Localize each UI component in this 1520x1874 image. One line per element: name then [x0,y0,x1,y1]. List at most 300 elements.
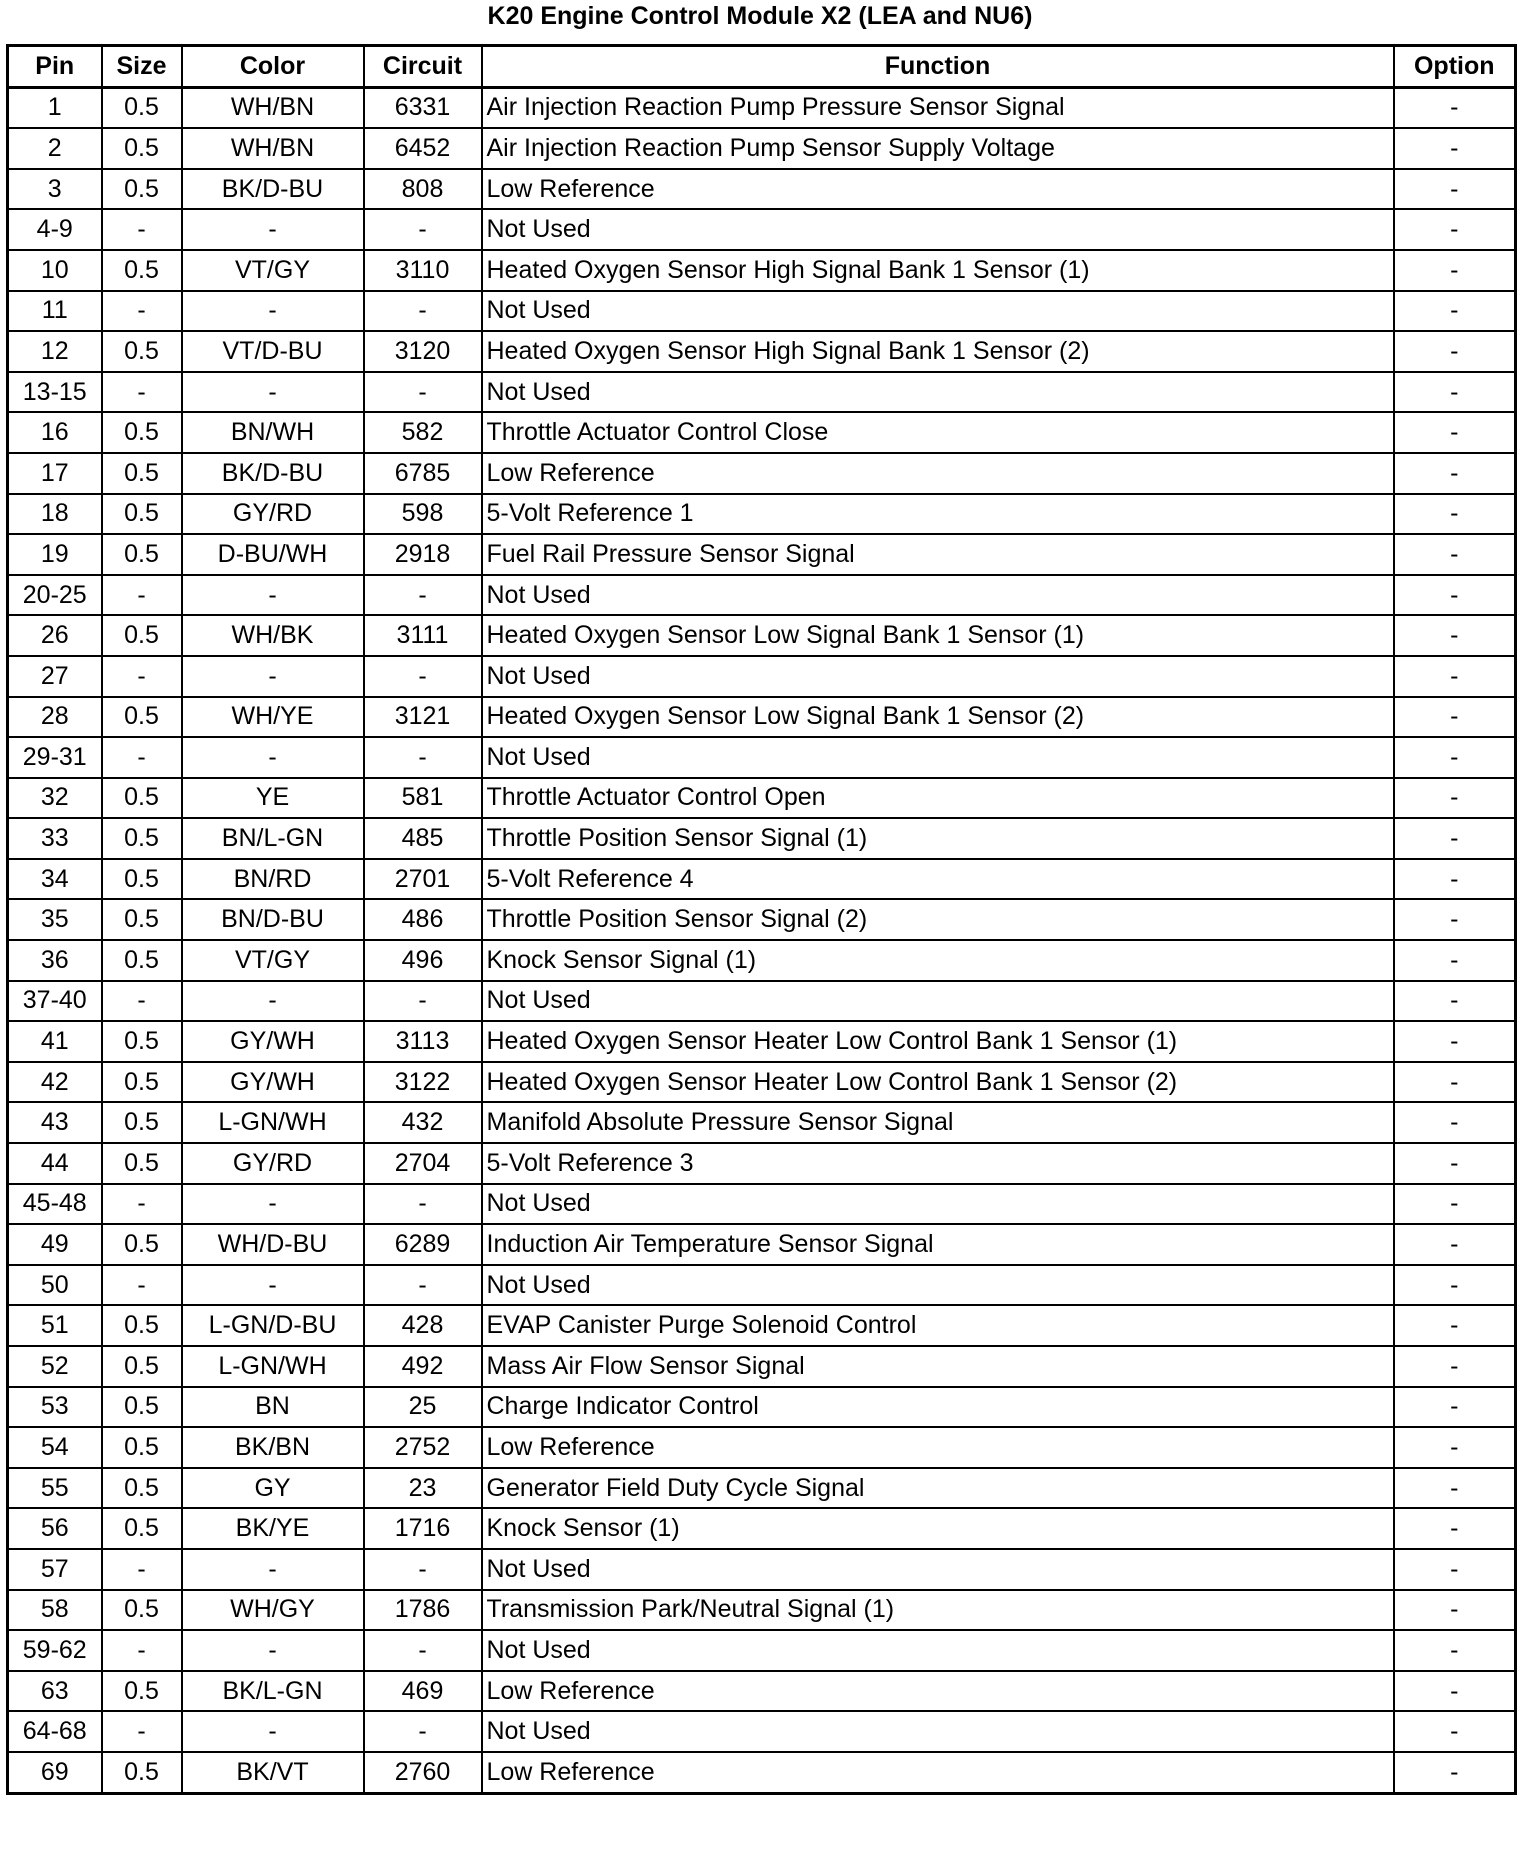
pin-cell: 59-62 [8,1630,102,1671]
option-cell: - [1394,1062,1516,1103]
option-cell: - [1394,697,1516,738]
table-row [8,250,1516,291]
circuit-cell: 1716 [364,1508,482,1549]
circuit-cell: 469 [364,1671,482,1712]
pinout-table [6,44,1517,1795]
color-cell: WH/YE [182,697,364,738]
size-cell: 0.5 [102,494,182,535]
function-cell: Not Used [482,575,1394,616]
function-cell: 5-Volt Reference 3 [482,1143,1394,1184]
function-cell: Manifold Absolute Pressure Sensor Signal [482,1102,1394,1143]
color-cell: GY/RD [182,1143,364,1184]
header-option: Option [1394,46,1516,88]
size-cell: 0.5 [102,1427,182,1468]
function-cell: Knock Sensor (1) [482,1508,1394,1549]
pin-cell: 29-31 [8,737,102,778]
table-row [8,1711,1516,1752]
function-cell: Low Reference [482,1752,1394,1793]
option-cell: - [1394,737,1516,778]
option-cell: - [1394,1671,1516,1712]
option-cell: - [1394,1508,1516,1549]
option-cell: - [1394,1143,1516,1184]
function-cell: Heated Oxygen Sensor Heater Low Control Bank 1 Sensor (2) [482,1062,1394,1103]
circuit-cell: - [364,291,482,332]
size-cell: 0.5 [102,940,182,981]
pin-cell: 53 [8,1387,102,1428]
option-cell: - [1394,1711,1516,1752]
circuit-cell: 582 [364,412,482,453]
size-cell: 0.5 [102,87,182,128]
pin-cell: 43 [8,1102,102,1143]
function-cell: 5-Volt Reference 4 [482,859,1394,900]
size-cell: 0.5 [102,1062,182,1103]
size-cell: 0.5 [102,1752,182,1793]
size-cell: 0.5 [102,453,182,494]
size-cell: 0.5 [102,169,182,210]
pin-cell: 19 [8,534,102,575]
table-row [8,291,1516,332]
pin-cell: 36 [8,940,102,981]
pin-cell: 63 [8,1671,102,1712]
circuit-cell: - [364,372,482,413]
table-row [8,209,1516,250]
table-row [8,859,1516,900]
pin-cell: 3 [8,169,102,210]
circuit-cell: 3120 [364,331,482,372]
function-cell: Not Used [482,1265,1394,1306]
pin-cell: 13-15 [8,372,102,413]
size-cell: 0.5 [102,1468,182,1509]
circuit-cell: 6331 [364,87,482,128]
circuit-cell: 3111 [364,615,482,656]
pin-cell: 69 [8,1752,102,1793]
color-cell: D-BU/WH [182,534,364,575]
color-cell: BN/L-GN [182,818,364,859]
table-row [8,1630,1516,1671]
size-cell: - [102,291,182,332]
color-cell: BK/D-BU [182,169,364,210]
circuit-cell: 6289 [364,1224,482,1265]
function-cell: Induction Air Temperature Sensor Signal [482,1224,1394,1265]
size-cell: 0.5 [102,859,182,900]
table-row [8,1590,1516,1631]
pin-cell: 2 [8,128,102,169]
option-cell: - [1394,250,1516,291]
option-cell: - [1394,615,1516,656]
color-cell: GY/RD [182,494,364,535]
pin-cell: 49 [8,1224,102,1265]
option-cell: - [1394,1184,1516,1225]
option-cell: - [1394,1021,1516,1062]
color-cell: BN [182,1387,364,1428]
table-row [8,1671,1516,1712]
function-cell: Not Used [482,1711,1394,1752]
size-cell: - [102,372,182,413]
header-function: Function [482,46,1394,88]
function-cell: Throttle Actuator Control Close [482,412,1394,453]
circuit-cell: - [364,737,482,778]
color-cell: - [182,656,364,697]
table-row [8,1387,1516,1428]
function-cell: Throttle Position Sensor Signal (2) [482,899,1394,940]
header-size: Size [102,46,182,88]
function-cell: Not Used [482,372,1394,413]
size-cell: 0.5 [102,1224,182,1265]
option-cell: - [1394,981,1516,1022]
option-cell: - [1394,331,1516,372]
option-cell: - [1394,1590,1516,1631]
pin-cell: 37-40 [8,981,102,1022]
function-cell: Low Reference [482,1671,1394,1712]
option-cell: - [1394,778,1516,819]
pin-cell: 44 [8,1143,102,1184]
function-cell: Heated Oxygen Sensor Low Signal Bank 1 Sensor (2) [482,697,1394,738]
table-row [8,1508,1516,1549]
pin-cell: 10 [8,250,102,291]
color-cell: WH/BN [182,128,364,169]
table-row [8,656,1516,697]
table-header-row [8,46,1516,88]
header-circuit: Circuit [364,46,482,88]
function-cell: Low Reference [482,1427,1394,1468]
circuit-cell: - [364,1184,482,1225]
table-row [8,697,1516,738]
circuit-cell: - [364,656,482,697]
function-cell: Not Used [482,981,1394,1022]
color-cell: BK/BN [182,1427,364,1468]
option-cell: - [1394,1387,1516,1428]
color-cell: - [182,1549,364,1590]
color-cell: - [182,575,364,616]
pin-cell: 16 [8,412,102,453]
color-cell: - [182,1711,364,1752]
circuit-cell: - [364,1265,482,1306]
circuit-cell: 496 [364,940,482,981]
table-row [8,981,1516,1022]
table-row [8,1305,1516,1346]
pin-cell: 4-9 [8,209,102,250]
pin-cell: 18 [8,494,102,535]
table-row [8,575,1516,616]
color-cell: WH/BK [182,615,364,656]
circuit-cell: 2918 [364,534,482,575]
option-cell: - [1394,1630,1516,1671]
size-cell: - [102,1711,182,1752]
size-cell: 0.5 [102,1143,182,1184]
table-row [8,940,1516,981]
circuit-cell: 2760 [364,1752,482,1793]
color-cell: YE [182,778,364,819]
table-row [8,87,1516,128]
table-row [8,899,1516,940]
size-cell: 0.5 [102,331,182,372]
circuit-cell: 3122 [364,1062,482,1103]
color-cell: GY/WH [182,1021,364,1062]
pin-cell: 55 [8,1468,102,1509]
circuit-cell: 25 [364,1387,482,1428]
pin-cell: 32 [8,778,102,819]
function-cell: Low Reference [482,169,1394,210]
circuit-cell: 6452 [364,128,482,169]
size-cell: 0.5 [102,1590,182,1631]
function-cell: Fuel Rail Pressure Sensor Signal [482,534,1394,575]
pin-cell: 28 [8,697,102,738]
circuit-cell: 3121 [364,697,482,738]
color-cell: - [182,1184,364,1225]
pin-cell: 34 [8,859,102,900]
pin-cell: 58 [8,1590,102,1631]
table-row [8,778,1516,819]
circuit-cell: - [364,1549,482,1590]
color-cell: GY [182,1468,364,1509]
circuit-cell: 428 [364,1305,482,1346]
option-cell: - [1394,1265,1516,1306]
option-cell: - [1394,575,1516,616]
circuit-cell: 581 [364,778,482,819]
color-cell: WH/D-BU [182,1224,364,1265]
circuit-cell: - [364,1711,482,1752]
circuit-cell: 3113 [364,1021,482,1062]
table-row [8,1021,1516,1062]
color-cell: VT/GY [182,940,364,981]
pin-cell: 27 [8,656,102,697]
size-cell: - [102,981,182,1022]
circuit-cell: 3110 [364,250,482,291]
table-row [8,128,1516,169]
function-cell: Heated Oxygen Sensor High Signal Bank 1 Sensor (1) [482,250,1394,291]
pin-cell: 35 [8,899,102,940]
pin-cell: 11 [8,291,102,332]
size-cell: 0.5 [102,615,182,656]
pin-cell: 20-25 [8,575,102,616]
circuit-cell: 485 [364,818,482,859]
color-cell: WH/BN [182,87,364,128]
color-cell: BK/YE [182,1508,364,1549]
color-cell: BK/VT [182,1752,364,1793]
size-cell: 0.5 [102,250,182,291]
table-row [8,1062,1516,1103]
function-cell: Generator Field Duty Cycle Signal [482,1468,1394,1509]
option-cell: - [1394,1346,1516,1387]
size-cell: 0.5 [102,778,182,819]
pin-cell: 26 [8,615,102,656]
option-cell: - [1394,534,1516,575]
option-cell: - [1394,453,1516,494]
color-cell: BN/WH [182,412,364,453]
table-row [8,453,1516,494]
table-body [8,87,1516,1793]
table-row [8,169,1516,210]
circuit-cell: 598 [364,494,482,535]
option-cell: - [1394,656,1516,697]
option-cell: - [1394,372,1516,413]
function-cell: Transmission Park/Neutral Signal (1) [482,1590,1394,1631]
function-cell: EVAP Canister Purge Solenoid Control [482,1305,1394,1346]
header-pin: Pin [8,46,102,88]
circuit-cell: - [364,209,482,250]
option-cell: - [1394,1468,1516,1509]
size-cell: 0.5 [102,1387,182,1428]
size-cell: 0.5 [102,1508,182,1549]
option-cell: - [1394,87,1516,128]
circuit-cell: 2752 [364,1427,482,1468]
pin-cell: 17 [8,453,102,494]
color-cell: GY/WH [182,1062,364,1103]
circuit-cell: 23 [364,1468,482,1509]
table-row [8,534,1516,575]
table-row [8,615,1516,656]
circuit-cell: 2701 [364,859,482,900]
pin-cell: 12 [8,331,102,372]
color-cell: BN/D-BU [182,899,364,940]
function-cell: Air Injection Reaction Pump Sensor Supply Voltage [482,128,1394,169]
size-cell: - [102,575,182,616]
function-cell: Not Used [482,1630,1394,1671]
size-cell: - [102,656,182,697]
function-cell: 5-Volt Reference 1 [482,494,1394,535]
document-title: K20 Engine Control Module X2 (LEA and NU6) [487,2,1033,30]
table-row [8,412,1516,453]
pin-cell: 56 [8,1508,102,1549]
function-cell: Air Injection Reaction Pump Pressure Sensor Signal [482,87,1394,128]
function-cell: Heated Oxygen Sensor High Signal Bank 1 Sensor (2) [482,331,1394,372]
function-cell: Throttle Actuator Control Open [482,778,1394,819]
circuit-cell: 492 [364,1346,482,1387]
color-cell: VT/GY [182,250,364,291]
size-cell: 0.5 [102,1102,182,1143]
option-cell: - [1394,1752,1516,1793]
table-row [8,1549,1516,1590]
color-cell: BN/RD [182,859,364,900]
circuit-cell: 6785 [364,453,482,494]
pin-cell: 42 [8,1062,102,1103]
option-cell: - [1394,1224,1516,1265]
table-row [8,1346,1516,1387]
function-cell: Knock Sensor Signal (1) [482,940,1394,981]
option-cell: - [1394,1305,1516,1346]
pin-cell: 51 [8,1305,102,1346]
option-cell: - [1394,1102,1516,1143]
color-cell: BK/D-BU [182,453,364,494]
option-cell: - [1394,818,1516,859]
color-cell: VT/D-BU [182,331,364,372]
size-cell: 0.5 [102,899,182,940]
size-cell: - [102,1549,182,1590]
color-cell: L-GN/D-BU [182,1305,364,1346]
size-cell: 0.5 [102,1671,182,1712]
option-cell: - [1394,940,1516,981]
size-cell: 0.5 [102,697,182,738]
table-row [8,737,1516,778]
pin-cell: 45-48 [8,1184,102,1225]
option-cell: - [1394,412,1516,453]
pin-cell: 52 [8,1346,102,1387]
function-cell: Not Used [482,1184,1394,1225]
option-cell: - [1394,291,1516,332]
circuit-cell: 432 [364,1102,482,1143]
function-cell: Low Reference [482,453,1394,494]
color-cell: - [182,291,364,332]
option-cell: - [1394,169,1516,210]
color-cell: WH/GY [182,1590,364,1631]
function-cell: Not Used [482,291,1394,332]
table-row [8,1143,1516,1184]
size-cell: - [102,1630,182,1671]
pin-cell: 33 [8,818,102,859]
pin-cell: 54 [8,1427,102,1468]
size-cell: 0.5 [102,1346,182,1387]
color-cell: - [182,737,364,778]
function-cell: Heated Oxygen Sensor Heater Low Control Bank 1 Sensor (1) [482,1021,1394,1062]
function-cell: Not Used [482,1549,1394,1590]
pin-cell: 1 [8,87,102,128]
size-cell: 0.5 [102,1021,182,1062]
function-cell: Mass Air Flow Sensor Signal [482,1346,1394,1387]
pin-cell: 50 [8,1265,102,1306]
function-cell: Throttle Position Sensor Signal (1) [482,818,1394,859]
option-cell: - [1394,1549,1516,1590]
pin-cell: 41 [8,1021,102,1062]
size-cell: - [102,737,182,778]
color-cell: - [182,981,364,1022]
table-row [8,372,1516,413]
table-row [8,1184,1516,1225]
circuit-cell: 808 [364,169,482,210]
size-cell: - [102,1265,182,1306]
color-cell: L-GN/WH [182,1102,364,1143]
table-row [8,1265,1516,1306]
table-row [8,818,1516,859]
function-cell: Not Used [482,737,1394,778]
size-cell: 0.5 [102,534,182,575]
table-row [8,331,1516,372]
circuit-cell: 486 [364,899,482,940]
function-cell: Not Used [482,209,1394,250]
function-cell: Charge Indicator Control [482,1387,1394,1428]
size-cell: 0.5 [102,818,182,859]
color-cell: BK/L-GN [182,1671,364,1712]
circuit-cell: - [364,575,482,616]
size-cell: 0.5 [102,1305,182,1346]
option-cell: - [1394,1427,1516,1468]
color-cell: - [182,209,364,250]
option-cell: - [1394,859,1516,900]
table-row [8,1427,1516,1468]
function-cell: Heated Oxygen Sensor Low Signal Bank 1 Sensor (1) [482,615,1394,656]
option-cell: - [1394,494,1516,535]
color-cell: - [182,1265,364,1306]
table-row [8,494,1516,535]
color-cell: - [182,1630,364,1671]
table-row [8,1102,1516,1143]
table-row [8,1752,1516,1793]
color-cell: L-GN/WH [182,1346,364,1387]
option-cell: - [1394,899,1516,940]
option-cell: - [1394,209,1516,250]
circuit-cell: 1786 [364,1590,482,1631]
option-cell: - [1394,128,1516,169]
circuit-cell: - [364,981,482,1022]
circuit-cell: - [364,1630,482,1671]
pin-cell: 64-68 [8,1711,102,1752]
size-cell: 0.5 [102,412,182,453]
function-cell: Not Used [482,656,1394,697]
size-cell: 0.5 [102,128,182,169]
table-row [8,1224,1516,1265]
header-color: Color [182,46,364,88]
circuit-cell: 2704 [364,1143,482,1184]
color-cell: - [182,372,364,413]
